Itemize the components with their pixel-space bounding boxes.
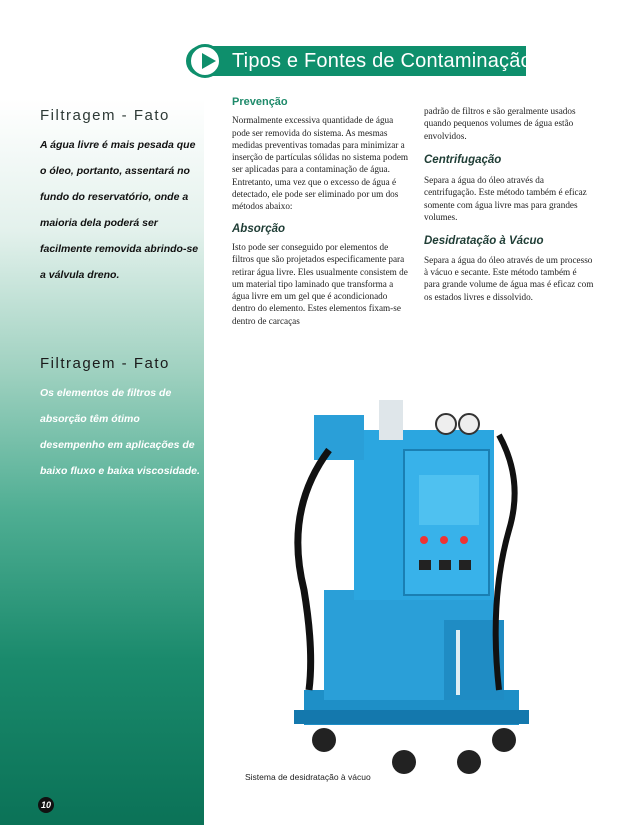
vacuum-dehydration-machine-image	[284, 390, 544, 790]
page-number-badge: 10	[38, 797, 54, 813]
section-text-prevencao: Normalmente excessiva quantidade de água pode ser removida do sistema. As mesmas medidas preventivas tomadas para minimizar a inserção de partículas sólidas no sistema podem ser aplicadas para a contaminação de água. Entretanto, uma vez que o excesso de água é detectado, ele pode ser eliminado por um dos métodos abaixo:	[232, 115, 409, 212]
section-text-continued: padrão de filtros e são geralmente usados quando pequenos volumes de água estão envolvidos.	[424, 106, 576, 141]
fact-box-water	[40, 107, 200, 288]
arrow-icon	[188, 44, 222, 78]
page-title: Tipos e Fontes de Contaminação	[232, 50, 532, 72]
fact-heading: Filtragem - Fato	[40, 107, 170, 124]
section-text-absorcao: Isto pode ser conseguido por elementos de filtros que são projetados especificamente para retirar água livre. Eles usualmente consistem de um material tipo laminado que transforma a água livre em um gel que é acondicionado dentro do elemento. Estes elementos fixam-se dentro de carcaças	[232, 241, 408, 326]
section-title-prevencao: Prevenção	[232, 96, 288, 108]
section-title-desidratacao: Desidratação à Vácuo	[424, 235, 544, 248]
section-title-centrifugacao: Centrifugação	[424, 153, 502, 166]
column-right	[424, 105, 594, 303]
fact-heading: Filtragem - Fato	[40, 355, 170, 372]
section-text-centrifugacao: Separa a água do óleo através da centrifugação. Este método também é eficaz somente com água livre mas para grandes volumes.	[424, 175, 587, 223]
section-text-desidratacao: Separa a água do óleo através de um processo à vácuo e secante. Este método também é para grande volume de água mas é eficaz com os estados livres e dissolvido.	[424, 254, 594, 302]
column-left	[232, 96, 410, 327]
figure-caption: Sistema de desidratação à vácuo	[245, 772, 371, 782]
fact-box-absorption	[40, 355, 200, 484]
section-title-absorcao: Absorção	[232, 222, 286, 235]
fact-text: A água livre é mais pesada que o óleo, portanto, assentará no fundo do reservatório, onde a maioria dela poderá ser facilmente removida abrindo-se a válvula dreno.	[40, 139, 199, 281]
fact-text: Os elementos de filtros de absorção têm ótimo desempenho em aplicações de baixo fluxo e baixa viscosidade.	[40, 387, 200, 477]
